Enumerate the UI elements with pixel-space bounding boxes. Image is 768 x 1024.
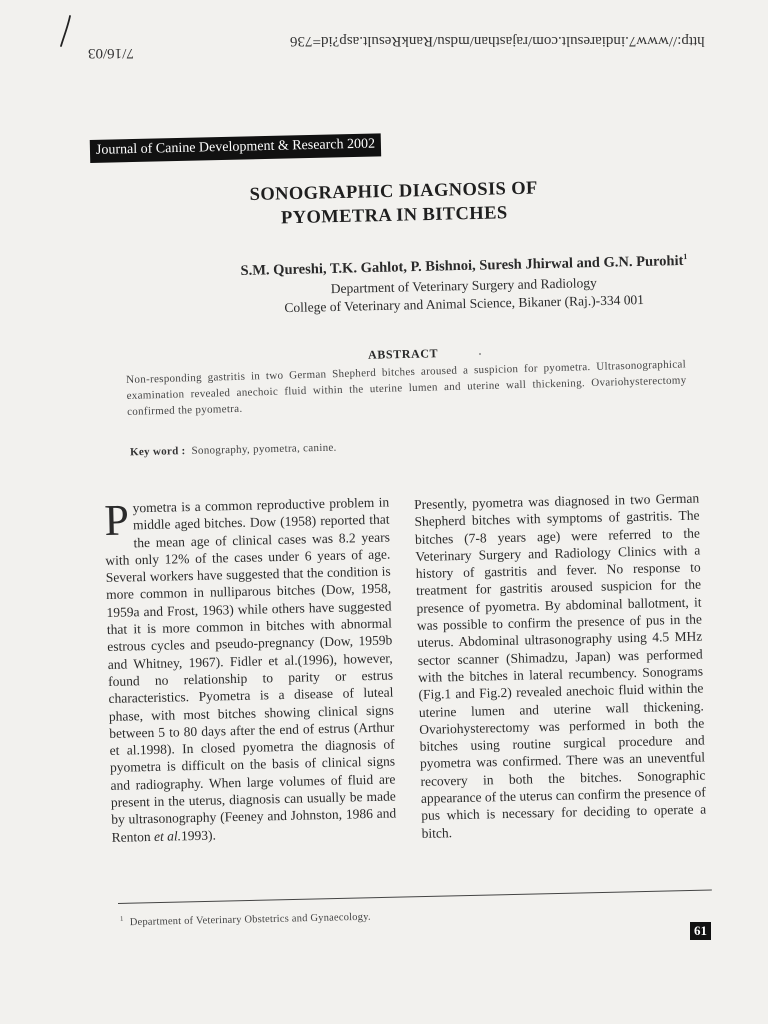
header-date: 7/16/03: [88, 45, 134, 61]
keywords: [130, 442, 337, 459]
abstract-body: Non-responding gastritis in two German Shepherd bitches aroused a suspicion for pyometra. Ultrasonographical examination revealed anechoic fluid within the uterine lumen and uterine wall thickening. Ovariohysterectomy confirmed the pyometra.: [126, 358, 687, 418]
left-column-text: yometra is a common reproductive problem in middle aged bitches. Dow (1958) reported that the mean age of clinical cases was 8.2 years with only 12% of the cases under 6 years of age. Several workers have suggested that the condition is more common in nulliparous bitches (Dow, 1958, 1959a and Frost, 1963) while others have suggested that it is more common in bitches with abnormal estrous cycles and pseudo-pregnancy (Dow, 1959b and Whitney, 1967). Fidler et al.(1996), however, found no relationship to parity or estrus characteristics. Pyometra is a disease of luteal phase, with most bitches showing clinical signs between 5 to 80 days after the end of estrus (Arthur et al.1998). In closed pyometra the diagnosis of pyometra is difficult on the basis of clinical signs and radiography. When large volumes of fluid are present in the uterus, diagnosis can usually be made by ultrasonography (Feeney and Johnston, 1986 and Renton: [105, 494, 397, 845]
footnote: [120, 909, 371, 928]
pen-mark: [58, 14, 74, 48]
affiliation-department: Department of Veterinary Surgery and Radiology: [330, 275, 597, 297]
authors-text: S.M. Qureshi, T.K. Gahlot, P. Bishnoi, Suresh Jhirwal and G.N. Purohit: [240, 252, 684, 279]
left-column-italic: et al.: [153, 827, 182, 844]
footnote-divider: [118, 890, 712, 904]
authors-footnote-marker: 1: [683, 252, 688, 262]
body-column-left: [104, 494, 397, 846]
paper-title: [0, 171, 768, 236]
title-line-2: PYOMETRA IN BITCHES: [280, 203, 508, 229]
footnote-text: Department of Veterinary Obstetrics and Gynaecology.: [129, 911, 371, 929]
keywords-label: Key word :: [129, 445, 186, 459]
header-url: http://www7.indiaresult.com/rajasthan/mdsu/RankResult.asp?id=736: [290, 33, 705, 49]
footnote-marker: 1: [119, 914, 124, 923]
title-line-1: SONOGRAPHIC DIAGNOSIS OF: [249, 178, 538, 206]
page-number: 61: [690, 922, 711, 940]
scan-speck: [479, 353, 481, 355]
journal-banner: Journal of Canine Development & Research 2002: [90, 133, 382, 163]
keywords-text: Sonography, pyometra, canine.: [191, 441, 337, 457]
body-column-right: Presently, pyometra was diagnosed in two German Shepherd bitches with symptoms of gastritis. The bitches (7-8 years age) were referred to the Veterinary Surgery and Radiology Clinics with a history of gastritis and fever. No response to treatment for gastritis aroused suspicion for the presence of pyometra. By abdominal ballotment, it was possible to confirm the presence of pus in the uterus. Abdominal ultrasonography using 4.5 MHz sector scanner (Shimadzu, Japan) was performed with the bitches in lateral recumbency. Sonograms (Fig.1 and Fig.2) revealed anechoic fluid within the uterine lumen and uterine wall thickening. Ovariohysterectomy was performed in both the bitches using routine surgical procedure and pyometra was confirmed. There was an uneventful recovery in both the bitches. Sonographic appearance of the uterus can confirm the presence of pus which is necessary for deciding to operate a bitch.: [414, 490, 707, 841]
drop-cap: P: [103, 495, 130, 545]
abstract-heading: ABSTRACT: [367, 346, 439, 362]
left-column-end: 1993).: [180, 827, 217, 843]
affiliation-college: College of Veterinary and Animal Science, Bikaner (Raj.)-334 001: [284, 292, 645, 316]
